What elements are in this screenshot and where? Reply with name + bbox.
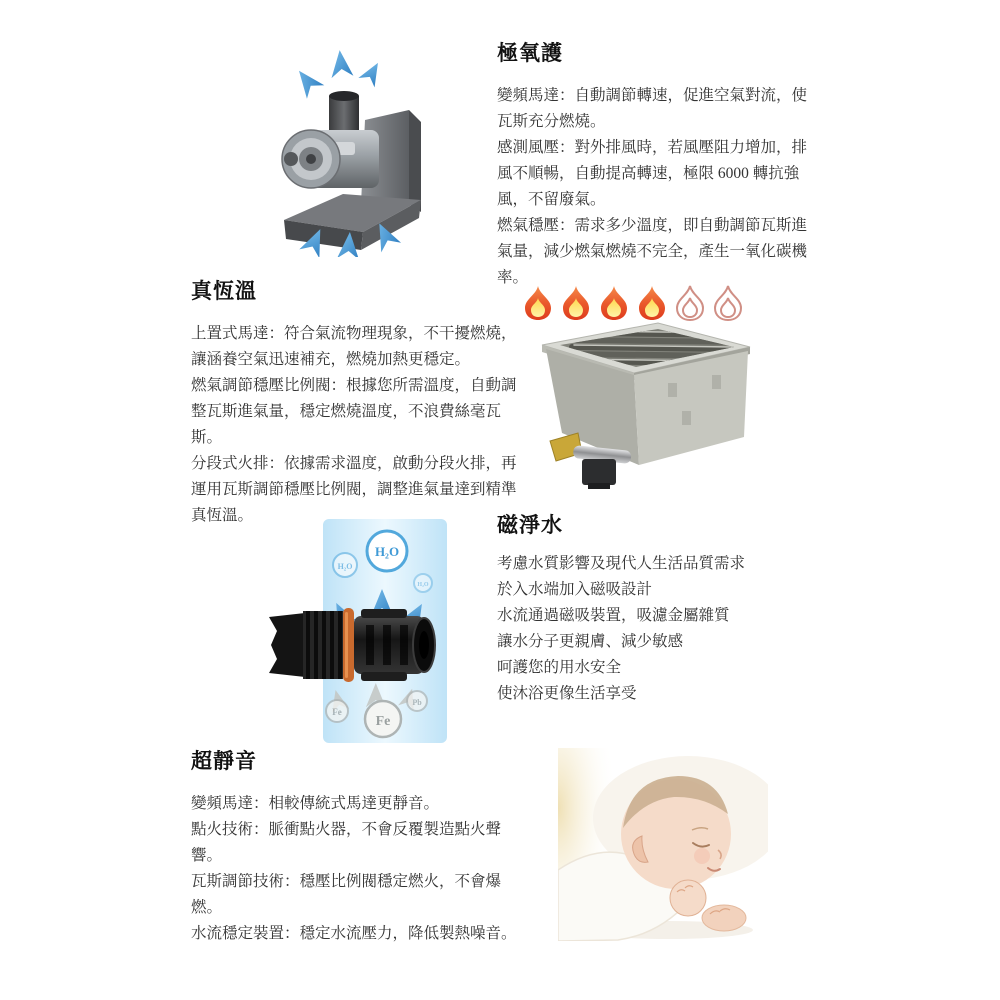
truetemp-paragraph-staged-burner: 分段式火排：依據需求溫度，啟動分段火排，再運用瓦斯調節穩壓比例閥，調整進氣量達到精準真恆溫。 xyxy=(191,455,517,524)
section-oxygen-guard xyxy=(497,40,821,291)
airflow-up-arrows-top xyxy=(290,49,386,99)
o-ring xyxy=(343,608,354,682)
fan-motor-illustration xyxy=(281,42,431,257)
oxygen-paragraph-gas-stabilize: 燃氣穩壓：需求多少溫度，即自動調節瓦斯進氣量，減少燃氣燃燒不完全，產生一氧化碳機率。 xyxy=(497,217,808,286)
pb-label-small: Pb xyxy=(412,698,422,707)
section-title-oxygen: 極氧護 xyxy=(497,41,563,65)
quiet-paragraph-gas-regulation: 瓦斯調節技術：穩壓比例閥穩定燃火，不會爆燃。 xyxy=(191,873,502,916)
baby-cheek xyxy=(694,848,710,864)
section-magnetic-clean-water xyxy=(497,512,837,707)
section-title-quiet: 超靜音 xyxy=(191,749,257,773)
fan-motor-figure xyxy=(281,42,431,257)
truetemp-paragraph-proportional-valve: 燃氣調節穩壓比例閥：根據您所需溫度，自動調整瓦斯進氣量，穩定燃燒溫度，不浪費絲毫瓦斯。 xyxy=(191,377,517,446)
magnetic-line-4: 讓水分子更親膚、減少敏感 xyxy=(497,633,684,650)
section-super-quiet xyxy=(191,748,521,947)
section-true-constant-temp xyxy=(191,278,517,529)
section-title-truetemp: 真恆溫 xyxy=(191,279,257,303)
magnetic-line-1: 考慮水質影響及現代人生活品質需求 xyxy=(497,555,746,572)
magnetic-filter-plug xyxy=(269,608,435,682)
oxygen-paragraph-wind-pressure: 感測風壓：對外排風時，若風壓阻力增加，排風不順暢，自動提高轉速，極限 6000 轉抗強風，不留廢氣。 xyxy=(497,139,808,208)
quiet-paragraph-water-stabilizer: 水流穩定裝置：穩定水流壓力，降低製熱噪音。 xyxy=(191,925,517,942)
h2o-label-small-left: H₂O xyxy=(337,562,353,571)
magnetic-line-2: 於入水端加入磁吸設計 xyxy=(497,581,653,598)
magnetic-filter-illustration xyxy=(265,513,460,746)
sleeping-baby-figure xyxy=(558,748,768,941)
gas-burner-figure xyxy=(516,283,756,493)
fe-label-small: Fe xyxy=(332,707,342,717)
flame-icons-lit xyxy=(525,286,665,320)
magnetic-filter-figure xyxy=(265,513,460,746)
exhaust-chimney xyxy=(329,91,359,136)
quiet-paragraph-inverter-motor: 變頻馬達：相較傳統式馬達更靜音。 xyxy=(191,795,440,812)
fe-label-large: Fe xyxy=(375,714,391,729)
gas-burner-illustration xyxy=(516,283,756,493)
magnetic-line-5: 呵護您的用水安全 xyxy=(497,659,622,676)
oxygen-paragraph-inverter-motor: 變頻馬達：自動調節轉速，促進空氣對流，使瓦斯充分燃燒。 xyxy=(497,87,808,130)
magnetic-line-6: 使沐浴更像生活享受 xyxy=(497,685,637,702)
flame-icons-unlit xyxy=(677,286,741,320)
h2o-label-large: H₂O xyxy=(374,544,400,559)
sleeping-baby-illustration xyxy=(558,748,768,941)
truetemp-paragraph-top-motor: 上置式馬達：符合氣流物理現象，不干擾燃燒，讓涵養空氣迅速補充，燃燒加熱更穩定。 xyxy=(191,325,517,368)
magnetic-line-3: 水流通過磁吸裝置，吸濾金屬雜質 xyxy=(497,607,730,624)
baby-head xyxy=(621,776,731,889)
motor-body xyxy=(282,130,379,188)
h2o-label-small-right: H₂O xyxy=(417,582,429,588)
section-title-magnetic: 磁淨水 xyxy=(497,513,563,537)
quiet-paragraph-ignition: 點火技術：脈衝點火器，不會反覆製造點火聲響。 xyxy=(191,821,502,864)
